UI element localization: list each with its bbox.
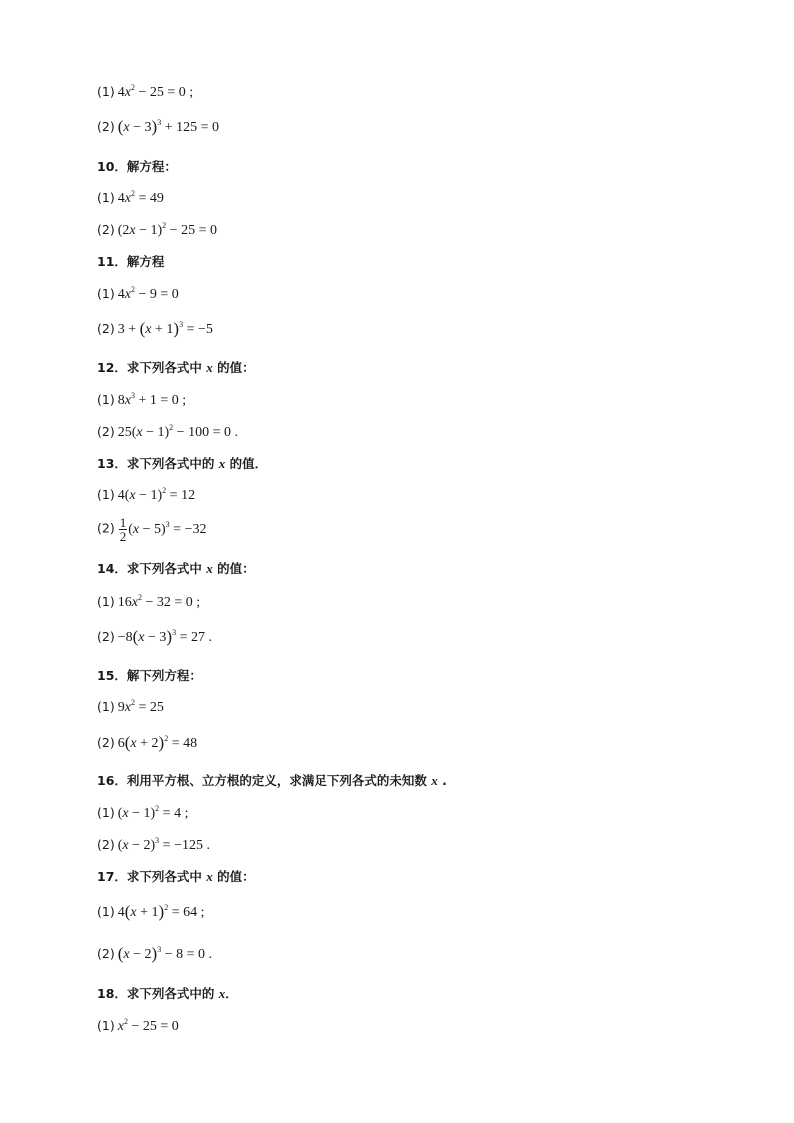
problem-18-part-1: (1) $x^2 - 25 = 0$ [97,1017,179,1034]
problem-13-heading: 13．求下列各式中的 x 的值． [97,456,268,471]
problem-14-part-1: (1) $16x^2 - 32 = 0$ ; [97,593,201,610]
problem-17-heading: 17．求下列各式中 x 的值： [97,869,255,884]
problem-12-heading: 12．求下列各式中 x 的值： [97,360,255,375]
problem-15-heading: 15．解下列方程： [97,668,202,683]
problem-14-heading: 14．求下列各式中 x 的值： [97,561,255,576]
problem-9-part-2: (2) $(x - 3)^3 + 125 = 0$ [97,117,219,136]
problem-11-part-1: (1) $4x^2 - 9 = 0$ [97,285,179,302]
problem-13-part-2: (2) $\frac{1}{2}$ $(x - 5)^3 = -32$ [97,515,207,544]
problem-16-heading: 16．利用平方根、立方根的定义，求满足下列各式的未知数 x . [97,773,447,788]
problem-11-part-2: (2) $3 + (x + 1)^3 = -5$ [97,319,213,338]
problem-15-part-2: (2) $6(x + 2)^2 = 48$ [97,733,198,752]
problem-9-part-1: (1) $4x^2 - 25 = 0$ ; [97,83,194,100]
problem-10-part-1: (1) $4x^2 = 49$ [97,189,164,206]
problem-18-heading: 18．求下列各式中的 x． [97,986,238,1001]
problem-13-part-1: (1) $4(x - 1)^2 = 12$ [97,486,196,503]
problem-15-part-1: (1) $9x^2 = 25$ [97,698,164,715]
problem-16-part-2: (2) $(x - 2)^3 = -125$ . [97,836,210,853]
problem-17-part-2: (2) $(x - 2)^3 - 8 = 0$ . [97,944,212,963]
problem-14-part-2: $(2) -8(x - 3)^3 = 27$ . [97,627,212,646]
problem-17-part-1: (1) $4(x + 1)^2 = 64$ ; [97,902,205,921]
problem-12-part-1: (1) $8x^3 + 1 = 0$ ; [97,391,187,408]
problem-10-part-2: (2) $(2x - 1)^2 - 25 = 0$ [97,221,217,238]
problem-12-part-2: (2) $25(x - 1)^2 - 100 = 0$ . [97,423,238,440]
problem-10-heading: 10．解方程： [97,159,177,174]
problem-16-part-1: (1) $(x - 1)^2 = 4$ ; [97,804,189,821]
problem-11-heading: 11．解方程 [97,254,165,269]
